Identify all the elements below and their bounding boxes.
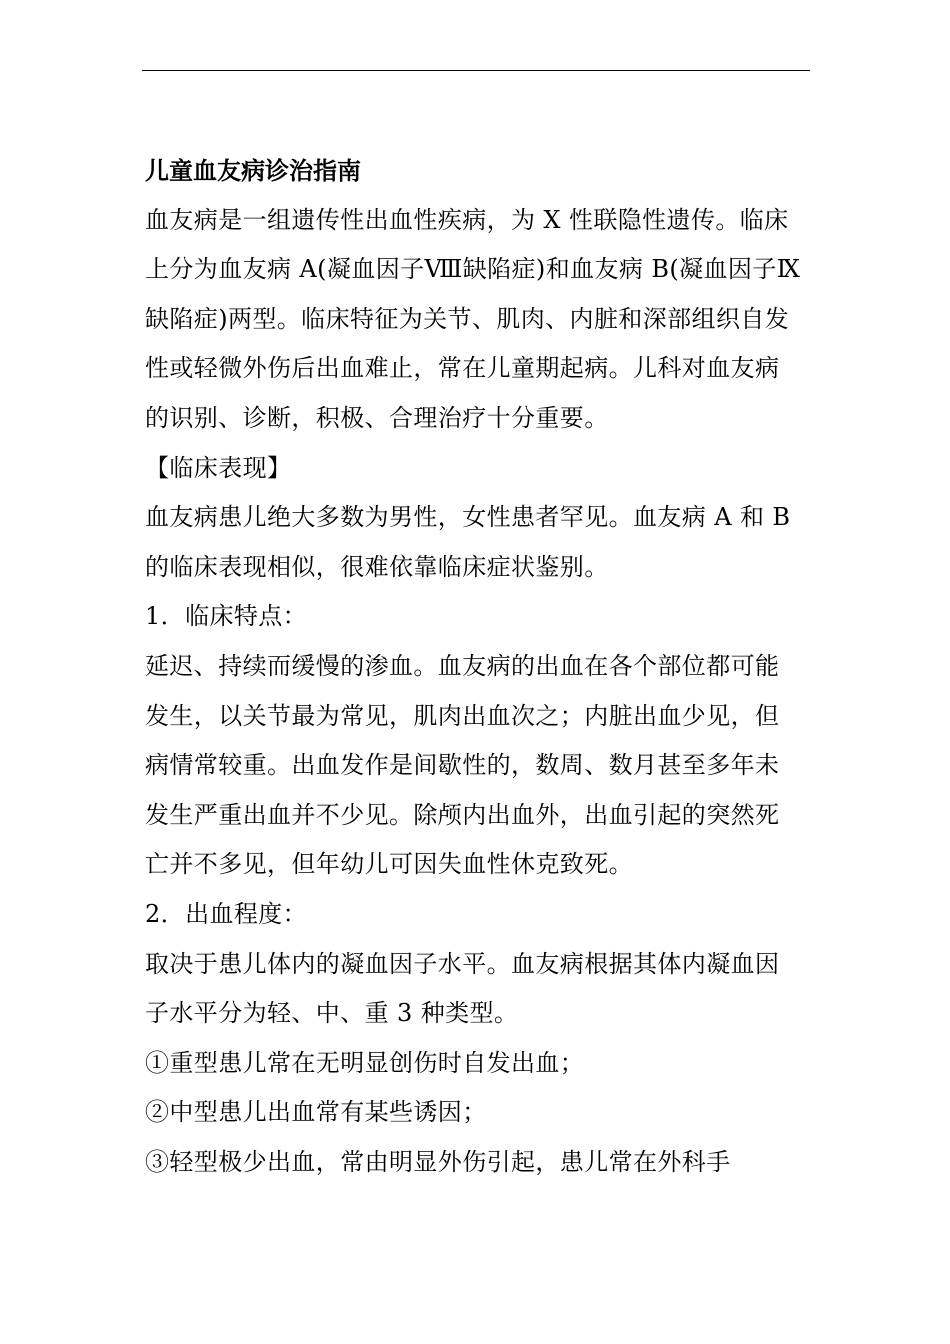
list-item-mild: ③轻型极少出血，常由明显外伤引起，患儿常在外科手 <box>145 1147 731 1176</box>
intro-line-1: 血友病是一组遗传性出血性疾病，为 X 性联隐性遗传。临床 <box>145 205 789 234</box>
features-line-5: 亡并不多见，但年幼儿可因失血性休克致死。 <box>145 850 633 879</box>
severity-line-2: 子水平分为轻、中、重 3 种类型。 <box>145 999 519 1028</box>
header-rule <box>142 70 810 71</box>
features-line-2: 发生，以关节最为常见，肌肉出血次之；内脏出血少见，但 <box>145 701 780 730</box>
intro-line-2: 上分为血友病 A(凝血因子Ⅷ缺陷症)和血友病 B(凝血因子Ⅸ <box>145 255 801 284</box>
intro-line-5: 的识别、诊断，积极、合理治疗十分重要。 <box>145 403 609 432</box>
section-heading-clinical: 【临床表现】 <box>145 453 292 482</box>
document-body <box>145 146 813 1187</box>
clinical-line-2: 的临床表现相似，很难依靠临床症状鉴别。 <box>145 552 609 581</box>
features-line-1: 延迟、持续而缓慢的渗血。血友病的出血在各个部位都可能 <box>145 651 780 680</box>
list-item-moderate: ②中型患儿出血常有某些诱因； <box>145 1098 487 1127</box>
clinical-line-1: 血友病患儿绝大多数为男性，女性患者罕见。血友病 A 和 B <box>145 503 791 532</box>
features-line-4: 发生严重出血并不少见。除颅内出血外，出血引起的突然死 <box>145 800 780 829</box>
subheading-features: 1．临床特点： <box>145 602 308 631</box>
intro-line-3: 缺陷症)两型。临床特征为关节、肌肉、内脏和深部组织自发 <box>145 304 790 333</box>
document-title: 儿童血友病诊治指南 <box>145 156 361 185</box>
list-item-severe: ①重型患儿常在无明显创伤时自发出血； <box>145 1048 585 1077</box>
features-line-3: 病情常较重。出血发作是间歇性的，数周、数月甚至多年未 <box>145 751 780 780</box>
subheading-severity: 2．出血程度： <box>145 899 308 928</box>
intro-line-4: 性或轻微外伤后出血难止，常在儿童期起病。儿科对血友病 <box>145 354 780 383</box>
severity-line-1: 取决于患儿体内的凝血因子水平。血友病根据其体内凝血因 <box>145 949 780 978</box>
